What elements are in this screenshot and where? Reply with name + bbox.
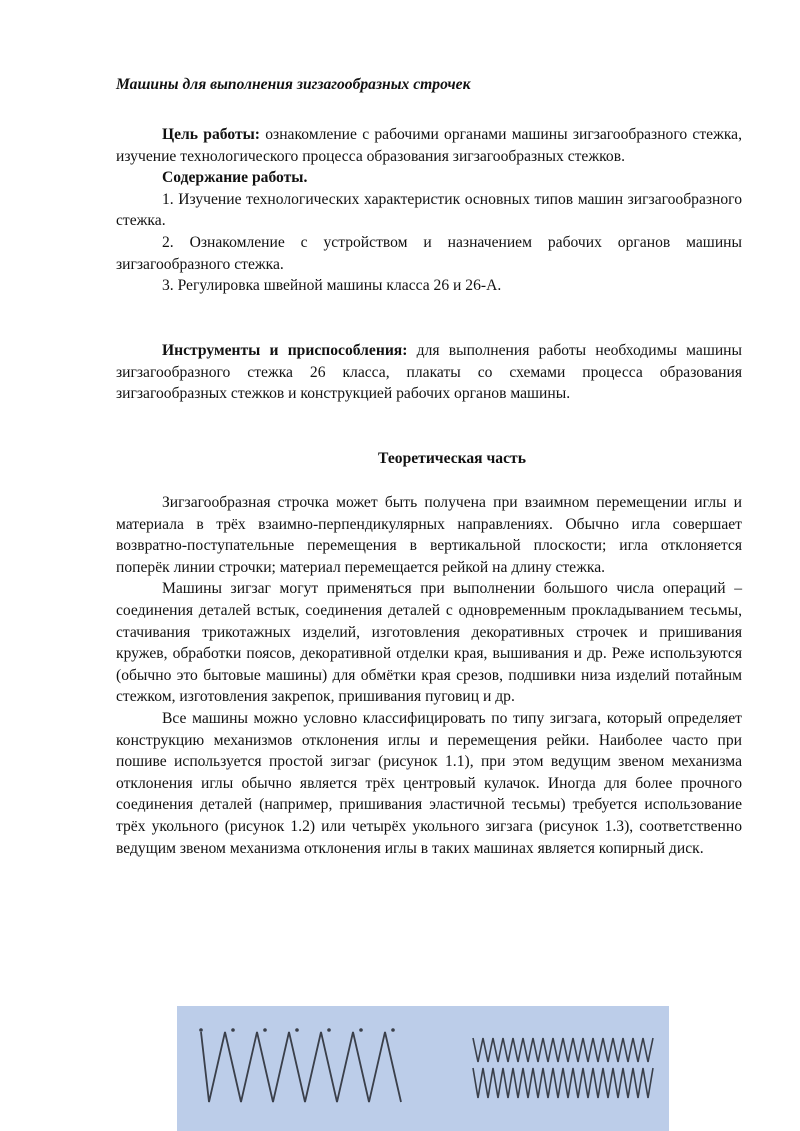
theory-section — [116, 492, 742, 859]
contents-item: 2. Ознакомление с устройством и назначением рабочих органов машины зигзагообразного стежка. — [116, 233, 742, 273]
theory-paragraph: Машины зигзаг могут применяться при выполнении большого числа операций – соединения деталей встык, соединения деталей с одновременным прокладыванием тесьмы, стачивания трикотажных изделий, изготовления декоративных строчек и пришивания кружев, обработки поясов, декоративной отделки края, вышивания и др. Реже используются (обычно это бытовые машины) для обмётки края срезов, подшивки низа изделий потайным стежком, изготовления закрепок, пришивания пуговиц и др. — [116, 580, 742, 706]
theory-paragraph: Зигзагообразная строчка может быть получена при взаимном перемещении иглы и материала в трёх взаимно-перпендикулярных направлениях. Обычно игла совершает возвратно-поступательные перемещения в вертикальной плоскости; игла отклоняется поперёк линии строчки; материал перемещается рейкой на длину стежка. — [116, 494, 742, 576]
four-point-zigzag-stitch — [473, 1068, 653, 1098]
simple-zigzag-stitch — [199, 1028, 401, 1102]
tools-text: для выполнения работы необходимы машины зигзагообразного стежка 26 класса, плакаты со схемами процесса образования зигзагообразных стежков и конструкцией рабочих органов машины. — [116, 342, 742, 403]
zigzag-stitch-figure — [177, 1006, 669, 1131]
theory-paragraph: Все машины можно условно классифицировать по типу зигзага, который определяет конструкцию механизмов отклонения иглы и перемещения рейки. Наиболее часто при пошиве используется простой зигзаг (рисунок 1.1), при этом ведущим звеном механизма отклонения иглы обычно является трёх центровый кулачок. Иногда для более прочного соединения деталей (например, пришивания эластичной тесьмы) требуется использование трёх укольного (рисунок 1.2) или четырёх укольного зигзага (рисунок 1.3), соответственно ведущим звеном механизма отклонения иглы в таких машинах является копирный диск. — [116, 709, 742, 857]
tools-label: Инструменты и приспособления: — [162, 342, 408, 359]
four-point-zigzag-line — [473, 1068, 653, 1098]
goal-section — [116, 124, 742, 297]
theory-heading: Теоретическая часть — [378, 450, 526, 467]
contents-item: 3. Регулировка швейной машины класса 26 и 26-А. — [162, 277, 502, 295]
needle-puncture-mark — [359, 1028, 363, 1032]
needle-puncture-mark — [231, 1028, 235, 1032]
zigzag-stitch-illustration — [177, 1006, 669, 1131]
contents-item: 1. Изучение технологических характеристик основных типов машин зигзагообразного стежка. — [116, 190, 742, 230]
three-point-zigzag-stitch — [473, 1038, 653, 1062]
needle-puncture-mark — [263, 1028, 267, 1032]
goal-text: ознакомление с рабочими органами машины зигзагообразного стежка, изучение технологического процесса образования зигзагообразных стежков. — [116, 126, 742, 165]
needle-puncture-mark — [295, 1028, 299, 1032]
document-title: Машины для выполнения зигзагообразных строчек — [116, 76, 471, 93]
needle-puncture-mark — [391, 1028, 395, 1032]
tools-section — [116, 340, 742, 405]
goal-label: Цель работы: — [162, 126, 260, 143]
needle-puncture-mark — [199, 1028, 203, 1032]
three-point-zigzag-line — [473, 1038, 653, 1062]
needle-puncture-mark — [327, 1028, 331, 1032]
zigzag-stitch-line — [201, 1032, 401, 1102]
contents-label: Содержание работы. — [162, 169, 308, 187]
